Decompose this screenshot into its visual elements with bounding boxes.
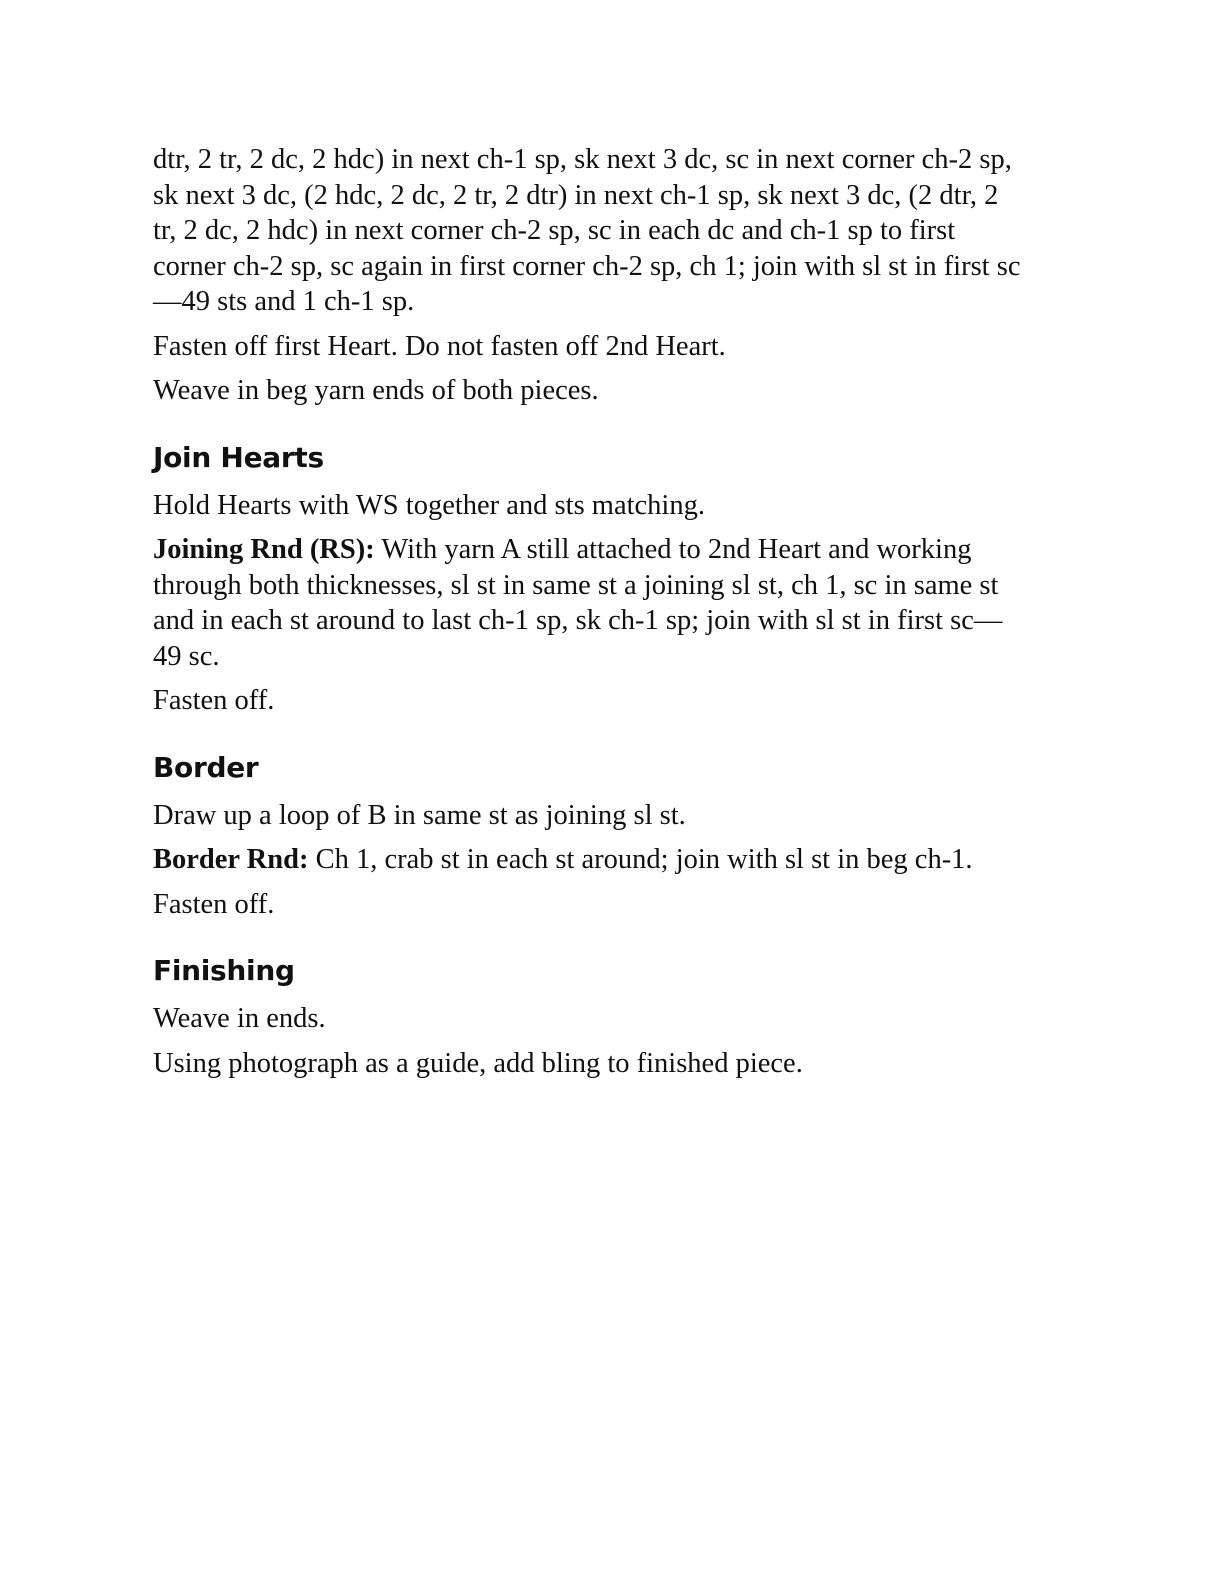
text-line (153, 532, 1073, 568)
text-line: sk next 3 dc, (2 hdc, 2 dc, 2 tr, 2 dtr) in next ch-1 sp, sk next 3 dc, (2 dtr, 2 (153, 179, 999, 211)
border-round-text: Ch 1, crab st in each st around; join with sl st in beg ch-1. (308, 844, 973, 875)
border-round-paragraph (153, 842, 1073, 878)
text-line: —49 sts and 1 ch-1 sp. (153, 286, 415, 317)
joining-round-text: With yarn A still attached to 2nd Heart and working (374, 534, 972, 565)
joining-round-label: Joining Rnd (RS): (153, 534, 375, 565)
draw-loop-instruction: Draw up a loop of B in same st as joining sl st. (153, 799, 686, 831)
border-fasten-off: Fasten off. (153, 888, 275, 920)
finishing-heading: Finishing (153, 954, 295, 987)
joining-round-paragraph (153, 532, 1073, 674)
document-page (153, 142, 1073, 1090)
text-line: tr, 2 dc, 2 hdc) in next corner ch-2 sp, sc in each dc and ch-1 sp to first (153, 215, 956, 246)
text-line: through both thicknesses, sl st in same st a joining sl st, ch 1, sc in same st (153, 569, 999, 601)
text-line: dtr, 2 tr, 2 dc, 2 hdc) in next ch-1 sp, sk next 3 dc, sc in next corner ch-2 sp, (153, 144, 1012, 175)
join-hearts-heading: Join Hearts (153, 440, 324, 474)
add-bling-instruction: Using photograph as a guide, add bling to finished piece. (153, 1047, 803, 1079)
hold-hearts-instruction: Hold Hearts with WS together and sts matching. (153, 489, 705, 521)
intro-paragraph (153, 142, 1073, 320)
fasten-off-first-heart: Fasten off first Heart. Do not fasten off 2nd Heart. (153, 330, 726, 362)
text-line: 49 sc. (153, 640, 220, 672)
weave-beg-ends: Weave in beg yarn ends of both pieces. (153, 375, 599, 406)
weave-ends-instruction: Weave in ends. (153, 1003, 326, 1034)
join-fasten-off: Fasten off. (153, 685, 275, 716)
border-heading: Border (153, 750, 259, 784)
border-round-label: Border Rnd: (153, 844, 309, 875)
text-line: corner ch-2 sp, sc again in first corner ch-2 sp, ch 1; join with sl st in first sc (153, 250, 1021, 282)
text-line: and in each st around to last ch-1 sp, sk ch-1 sp; join with sl st in first sc— (153, 605, 1003, 636)
